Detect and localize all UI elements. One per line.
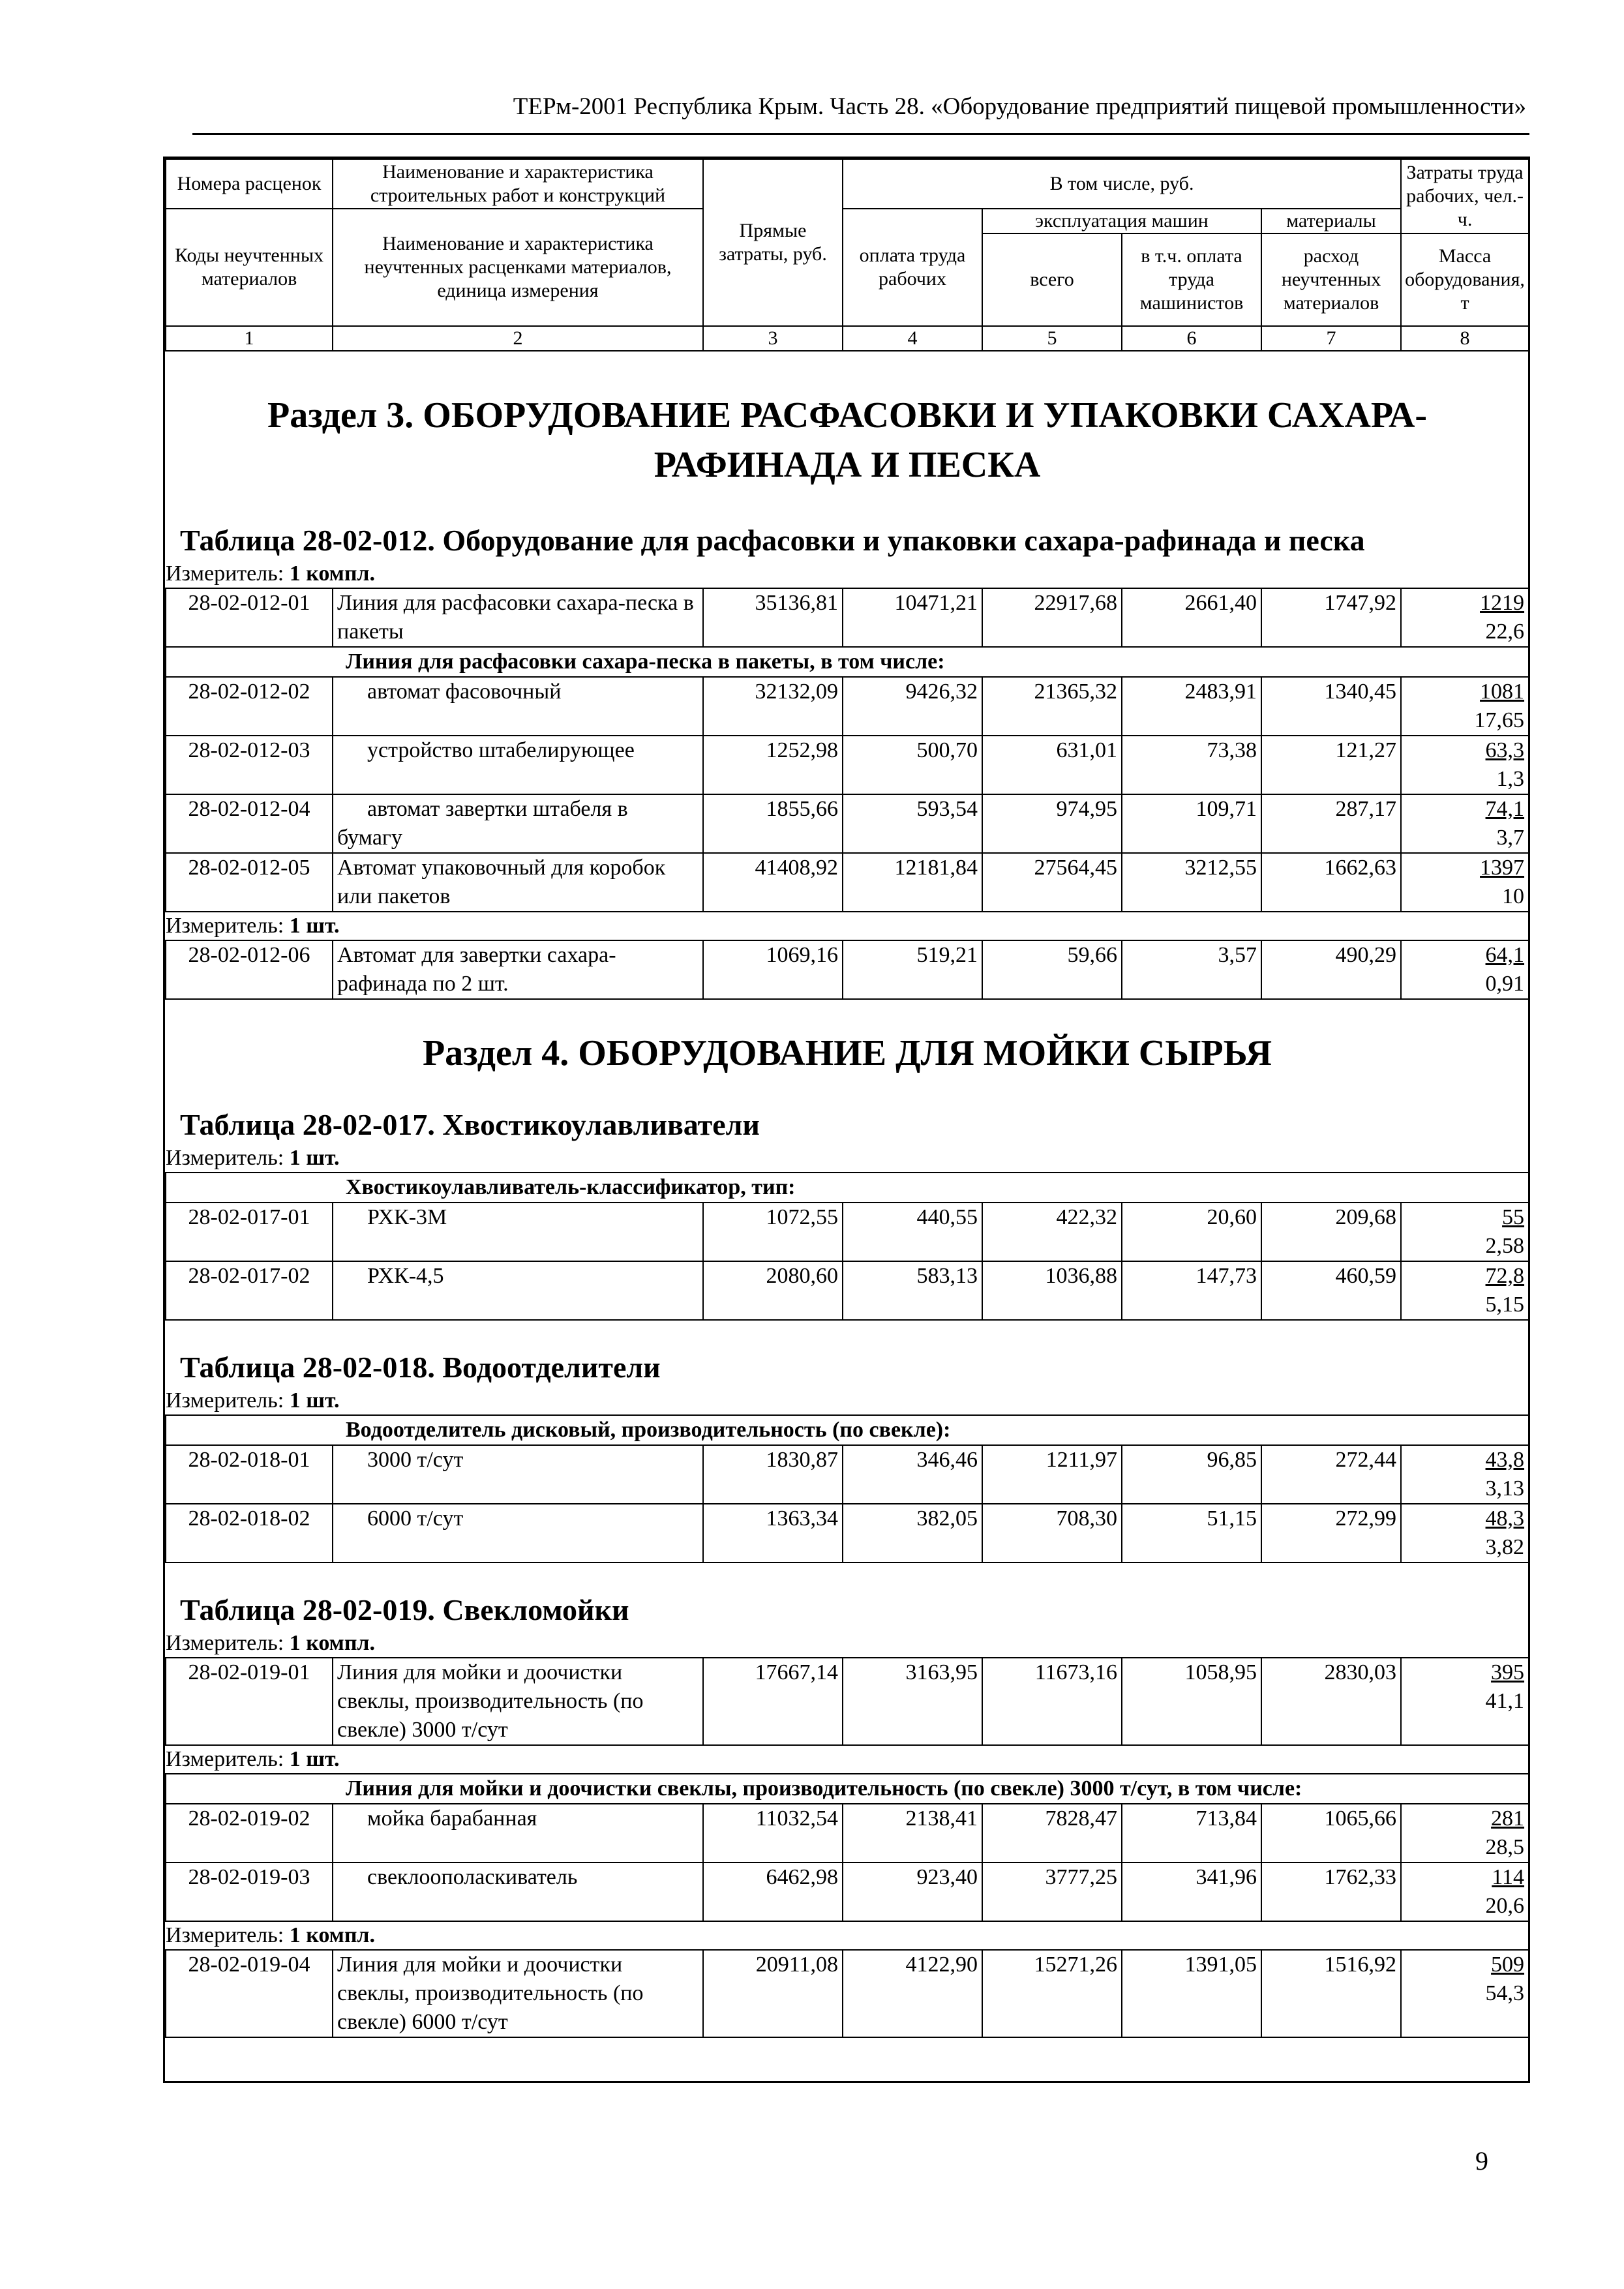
labor: 55 [1502,1205,1525,1229]
rate-name: Автомат упаковочный для коробок или пакетов [333,853,703,912]
col-rate-numbers-header: Номера расценок [166,159,333,209]
table-row [166,1658,1529,1745]
mass: 3,7 [1496,826,1525,850]
rate-name: 3000 т/сут [333,1445,703,1504]
mass: 3,13 [1485,1476,1525,1501]
mass: 20,6 [1485,1894,1525,1918]
direct-costs: 1069,16 [703,940,843,999]
direct-costs: 1072,55 [703,1203,843,1261]
direct-costs: 1252,98 [703,736,843,794]
direct-costs: 11032,54 [703,1804,843,1863]
rate-code: 28-02-012-01 [166,588,333,647]
header-rule [192,133,1529,135]
rate-code: 28-02-017-01 [166,1203,333,1261]
rate-code: 28-02-012-05 [166,853,333,912]
rate-name: автомат фасовочный [333,677,703,736]
labor-mass-cell [1401,1863,1529,1921]
col-material-consumption-header: расход неучтенных материалов [1261,233,1401,326]
col-name-header: Наименование и характеристика строительных работ и конструкций [333,159,703,209]
rate-name: РХК-3М [333,1203,703,1261]
labor-mass-cell [1401,1950,1529,2037]
machines-total: 15271,26 [982,1950,1122,2037]
labor-mass-cell [1401,1203,1529,1261]
machinist-wages: 109,71 [1122,794,1261,853]
col-number: 8 [1401,326,1529,351]
measure-line: Измеритель: 1 компл. [166,561,376,586]
rate-code: 28-02-019-02 [166,1804,333,1863]
table-row [166,1504,1529,1563]
materials: 1065,66 [1261,1804,1401,1863]
labor-mass-cell [1401,677,1529,736]
labor-mass-cell [1401,736,1529,794]
col-materials-header: материалы [1261,209,1401,233]
table-row [166,794,1529,853]
labor-mass-cell [1401,588,1529,647]
materials: 490,29 [1261,940,1401,999]
labor: 1219 [1480,591,1525,615]
col-material-name-header: Наименование и характеристика неучтенных расценками материалов, единица измерения [333,209,703,326]
mass: 0,91 [1485,972,1525,996]
wages: 440,55 [843,1203,982,1261]
direct-costs: 41408,92 [703,853,843,912]
direct-costs: 32132,09 [703,677,843,736]
materials: 121,27 [1261,736,1401,794]
machinist-wages: 51,15 [1122,1504,1261,1563]
measure-line: Измеритель: 1 шт. [166,1146,340,1170]
wages: 4122,90 [843,1950,982,2037]
section-3-title: Раздел 3. ОБОРУДОВАНИЕ РАСФАСОВКИ И УПАКОВКИ САХАРА-РАФИНАДА И ПЕСКА [267,395,1428,485]
rates-table-frame [163,157,1530,2083]
machinist-wages: 713,84 [1122,1804,1261,1863]
rate-code: 28-02-019-04 [166,1950,333,2037]
col-number: 3 [703,326,843,351]
wages: 12181,84 [843,853,982,912]
rate-code: 28-02-017-02 [166,1261,333,1320]
direct-costs: 1855,66 [703,794,843,853]
materials: 272,99 [1261,1504,1401,1563]
col-wages-header: оплата труда рабочих [843,209,982,326]
machines-total: 7828,47 [982,1804,1122,1863]
machinist-wages: 3212,55 [1122,853,1261,912]
machines-total: 631,01 [982,736,1122,794]
machinist-wages: 3,57 [1122,940,1261,999]
mass: 2,58 [1485,1234,1525,1258]
table-row [166,940,1529,999]
col-direct-costs-header: Прямые затраты, руб. [703,159,843,326]
wages: 346,46 [843,1445,982,1504]
col-number: 1 [166,326,333,351]
table-row [166,1203,1529,1261]
group-heading: Водоотделитель дисковый, производительность (по свекле): [166,1415,1529,1445]
col-number: 7 [1261,326,1401,351]
labor: 509 [1491,1952,1525,1977]
labor: 114 [1492,1865,1525,1889]
machinist-wages: 147,73 [1122,1261,1261,1320]
materials: 2830,03 [1261,1658,1401,1745]
rate-name: Линия для мойки и доочистки свеклы, производительность (по свекле) 3000 т/сут [333,1658,703,1745]
rate-code: 28-02-018-01 [166,1445,333,1504]
table-row [166,1445,1529,1504]
table-row [166,1950,1529,2037]
materials: 209,68 [1261,1203,1401,1261]
wages: 593,54 [843,794,982,853]
group-heading: Линия для расфасовки сахара-песка в пакеты, в том числе: [166,647,1529,677]
machines-total: 22917,68 [982,588,1122,647]
wages: 519,21 [843,940,982,999]
table-row [166,1804,1529,1863]
labor-mass-cell [1401,1445,1529,1504]
machinist-wages: 73,38 [1122,736,1261,794]
machinist-wages: 1391,05 [1122,1950,1261,2037]
materials: 272,44 [1261,1445,1401,1504]
labor-mass-cell [1401,1658,1529,1745]
table-28-02-017-title: Таблица 28-02-017. Хвостикоулавливатели [180,1108,760,1141]
table-row [166,1863,1529,1921]
materials: 1516,92 [1261,1950,1401,2037]
labor: 72,8 [1485,1264,1525,1288]
measure-line: Измеритель: 1 шт. [166,1747,340,1771]
machines-total: 708,30 [982,1504,1122,1563]
mass: 22,6 [1485,620,1525,644]
direct-costs: 2080,60 [703,1261,843,1320]
table-row [166,1261,1529,1320]
rate-code: 28-02-019-01 [166,1658,333,1745]
col-machines-total-header: всего [982,233,1122,326]
mass: 28,5 [1485,1835,1525,1859]
rate-name: мойка барабанная [333,1804,703,1863]
rate-name: автомат завертки штабеля в бумагу [333,794,703,853]
wages: 583,13 [843,1261,982,1320]
running-header: ТЕРм-2001 Республика Крым. Часть 28. «Оборудование предприятий пищевой промышленности» [513,93,1526,120]
rate-name: Линия для расфасовки сахара-песка в пакеты [333,588,703,647]
labor: 1397 [1480,856,1525,880]
mass: 1,3 [1496,767,1525,791]
wages: 500,70 [843,736,982,794]
machines-total: 1036,88 [982,1261,1122,1320]
col-number: 5 [982,326,1122,351]
rate-name: РХК-4,5 [333,1261,703,1320]
materials: 1762,33 [1261,1863,1401,1921]
machinist-wages: 2483,91 [1122,677,1261,736]
machinist-wages: 1058,95 [1122,1658,1261,1745]
table-28-02-019-title: Таблица 28-02-019. Свекломойки [180,1593,629,1626]
machines-total: 422,32 [982,1203,1122,1261]
labor: 64,1 [1485,943,1525,967]
measure-line: Измеритель: 1 компл. [166,1923,376,1947]
col-machinist-wages-header: в т.ч. оплата труда машинистов [1122,233,1261,326]
col-number: 2 [333,326,703,351]
group-heading: Линия для мойки и доочистки свеклы, производительность (по свекле) 3000 т/сут, в том числе: [166,1774,1529,1804]
materials: 287,17 [1261,794,1401,853]
labor: 395 [1491,1660,1525,1684]
labor-mass-cell [1401,1804,1529,1863]
rates-table [165,158,1529,2038]
col-mass-header: Масса оборудования, т [1401,233,1529,326]
labor: 74,1 [1485,797,1525,821]
wages: 3163,95 [843,1658,982,1745]
machines-total: 1211,97 [982,1445,1122,1504]
mass: 5,15 [1485,1293,1525,1317]
rate-name: Автомат для завертки сахара-рафинада по 2 шт. [333,940,703,999]
col-material-codes-header: Коды неучтенных материалов [166,209,333,326]
rate-name: устройство штабелирующее [333,736,703,794]
col-number: 4 [843,326,982,351]
direct-costs: 17667,14 [703,1658,843,1745]
page-number: 9 [1475,2146,1488,2176]
rate-code: 28-02-018-02 [166,1504,333,1563]
wages: 923,40 [843,1863,982,1921]
labor: 48,3 [1485,1506,1525,1531]
materials: 460,59 [1261,1261,1401,1320]
mass: 10 [1502,884,1525,908]
table-row [166,736,1529,794]
rate-name: свеклоополаскиватель [333,1863,703,1921]
materials: 1747,92 [1261,588,1401,647]
machinist-wages: 341,96 [1122,1863,1261,1921]
direct-costs: 1830,87 [703,1445,843,1504]
machines-total: 27564,45 [982,853,1122,912]
rate-name: 6000 т/сут [333,1504,703,1563]
col-including-header: В том числе, руб. [843,159,1401,209]
labor-mass-cell [1401,1261,1529,1320]
wages: 2138,41 [843,1804,982,1863]
wages: 9426,32 [843,677,982,736]
direct-costs: 35136,81 [703,588,843,647]
labor: 281 [1491,1806,1525,1831]
labor-mass-cell [1401,940,1529,999]
labor: 43,8 [1485,1448,1525,1472]
table-28-02-018-title: Таблица 28-02-018. Водоотделители [180,1351,661,1384]
direct-costs: 1363,34 [703,1504,843,1563]
materials: 1662,63 [1261,853,1401,912]
rate-code: 28-02-012-06 [166,940,333,999]
direct-costs: 6462,98 [703,1863,843,1921]
machines-total: 3777,25 [982,1863,1122,1921]
machines-total: 974,95 [982,794,1122,853]
table-row [166,588,1529,647]
materials: 1340,45 [1261,677,1401,736]
machinist-wages: 20,60 [1122,1203,1261,1261]
section-4-title: Раздел 4. ОБОРУДОВАНИЕ ДЛЯ МОЙКИ СЫРЬЯ [422,1033,1272,1073]
labor-mass-cell [1401,794,1529,853]
col-machines-header: эксплуатация машин [982,209,1261,233]
measure-line: Измеритель: 1 шт. [166,1388,340,1413]
col-number: 6 [1122,326,1261,351]
rate-code: 28-02-012-04 [166,794,333,853]
table-28-02-012-title: Таблица 28-02-012. Оборудование для расфасовки и упаковки сахара-рафинада и песка [180,524,1365,557]
measure-line: Измеритель: 1 компл. [166,1631,376,1655]
machines-total: 11673,16 [982,1658,1122,1745]
machinist-wages: 96,85 [1122,1445,1261,1504]
mass: 54,3 [1485,1981,1525,2005]
col-labor-header: Затраты труда рабочих, чел.-ч. [1401,159,1529,233]
labor-mass-cell [1401,853,1529,912]
wages: 10471,21 [843,588,982,647]
rate-name: Линия для мойки и доочистки свеклы, производительность (по свекле) 6000 т/сут [333,1950,703,2037]
mass: 3,82 [1485,1535,1525,1559]
machines-total: 59,66 [982,940,1122,999]
mass: 17,65 [1474,708,1525,732]
measure-line: Измеритель: 1 шт. [166,914,340,938]
rate-code: 28-02-012-03 [166,736,333,794]
rate-code: 28-02-019-03 [166,1863,333,1921]
table-row [166,853,1529,912]
header-row [166,159,1529,209]
group-heading: Хвостикоулавливатель-классификатор, тип: [166,1173,1529,1203]
mass: 41,1 [1485,1689,1525,1713]
table-row [166,677,1529,736]
labor-mass-cell [1401,1504,1529,1563]
machinist-wages: 2661,40 [1122,588,1261,647]
header-row [166,209,1529,233]
labor: 1081 [1480,680,1525,704]
direct-costs: 20911,08 [703,1950,843,2037]
column-numbers-row [166,326,1529,351]
labor: 63,3 [1485,738,1525,762]
rate-code: 28-02-012-02 [166,677,333,736]
machines-total: 21365,32 [982,677,1122,736]
wages: 382,05 [843,1504,982,1563]
